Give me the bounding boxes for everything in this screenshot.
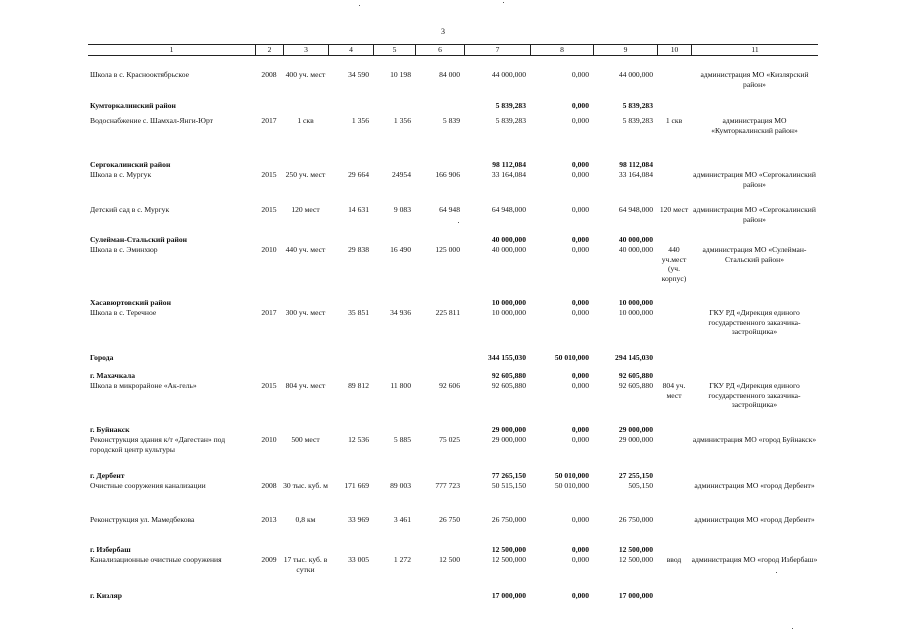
scan-speck [792,628,793,629]
object-name-cell: Кумторкалинский район [90,101,176,110]
cost-total-cell: 29 838 [348,245,369,254]
column-header-5: 5 [373,45,415,55]
financing-republic-cell: 294 145,030 [615,353,653,362]
cost-estimate-cell: 5 839 [442,116,460,125]
column-number-header [88,44,818,56]
column-header-8: 8 [530,45,593,55]
object-name-cell: Сергокалинский район [90,160,171,169]
scan-speck [503,2,504,3]
column-header-6: 6 [415,45,464,55]
customer-cell: администрация МО «Сулейман-Стальский район» [702,245,807,264]
customer-cell: администрация МО «Кумторкалинский район» [711,116,798,135]
financing-federal-cell: 50 010,000 [554,481,589,490]
financing-federal-cell: 0,000 [571,70,589,79]
object-name-cell: Сулейман-Стальский район [90,235,188,244]
financing-republic-cell: 17 000,000 [618,591,653,600]
cost-estimate-cell: 26 750 [439,515,460,524]
financing-federal-cell: 0,000 [571,160,589,169]
financing-total-cell: 29 000,000 [491,425,526,434]
commissioning-cell: ввод [666,555,682,564]
customer-cell: ГКУ РД «Дирекция единого государственного заказчика-застройщика» [708,381,801,409]
financing-federal-cell: 0,000 [571,308,589,317]
customer-cell: администрация МО «Сергокалинский район» [693,205,816,224]
cost-estimate-cell: 75 025 [439,435,460,444]
year-cell: 2009 [261,555,277,564]
financing-total-cell: 44 000,000 [491,70,526,79]
financing-federal-cell: 0,000 [571,425,589,434]
capacity-cell: 500 мест [291,435,320,444]
financing-republic-cell: 40 000,000 [618,235,653,244]
financing-federal-cell: 50 010,000 [554,353,589,362]
cost-done-cell: 89 003 [390,481,411,490]
financing-republic-cell: 33 164,084 [618,170,653,179]
financing-republic-cell: 40 000,000 [618,245,653,254]
financing-federal-cell: 0,000 [571,205,589,214]
cost-done-cell: 3 461 [393,515,411,524]
year-cell: 2010 [261,435,277,444]
cost-total-cell: 29 664 [348,170,369,179]
cost-estimate-cell: 166 906 [435,170,460,179]
commissioning-cell: 440 уч.мест (уч. корпус) [661,245,687,283]
commissioning-cell: 1 скв [665,116,683,125]
object-name-cell: Очистные сооружения канализации [90,481,206,490]
cost-total-cell: 33 969 [348,515,369,524]
financing-total-cell: 98 112,084 [492,160,526,169]
year-cell: 2013 [261,515,277,524]
capacity-cell: 440 уч. мест [285,245,326,254]
cost-estimate-cell: 225 811 [435,308,460,317]
financing-republic-cell: 26 750,000 [618,515,653,524]
capacity-cell: 0,8 км [295,515,316,524]
financing-republic-cell: 27 255,150 [618,471,653,480]
year-cell: 2010 [261,245,277,254]
column-header-4: 4 [328,45,373,55]
financing-total-cell: 40 000,000 [491,245,526,254]
financing-republic-cell: 12 500,000 [618,545,653,554]
financing-republic-cell: 44 000,000 [618,70,653,79]
cost-total-cell: 14 631 [348,205,369,214]
commissioning-cell: 120 мест [659,205,689,214]
year-cell: 2017 [261,116,277,125]
column-header-7: 7 [464,45,530,55]
capacity-cell: 804 уч. мест [285,381,326,390]
financing-total-cell: 29 000,000 [491,435,526,444]
cost-total-cell: 89 812 [348,381,369,390]
capacity-cell: 17 тыс. куб. в сутки [283,555,328,574]
financing-republic-cell: 5 839,283 [622,101,653,110]
financing-federal-cell: 0,000 [571,435,589,444]
financing-federal-cell: 0,000 [571,555,589,564]
page-number: 3 [441,27,445,36]
financing-total-cell: 5 839,283 [495,101,526,110]
cost-total-cell: 171 669 [344,481,369,490]
financing-total-cell: 10 000,000 [491,298,526,307]
column-header-2: 2 [255,45,283,55]
cost-total-cell: 1 356 [351,116,369,125]
financing-republic-cell: 92 605,880 [618,371,653,380]
customer-cell: администрация МО «город Буйнакск» [692,435,817,444]
financing-federal-cell: 0,000 [571,235,589,244]
cost-done-cell: 1 272 [393,555,411,564]
financing-federal-cell: 0,000 [571,545,589,554]
object-name-cell: Реконструкция ул. Мамедбекова [90,515,195,524]
financing-total-cell: 40 000,000 [491,235,526,244]
financing-federal-cell: 0,000 [571,101,589,110]
cost-estimate-cell: 84 000 [439,70,460,79]
scan-speck [776,572,777,573]
financing-federal-cell: 0,000 [571,170,589,179]
financing-republic-cell: 64 948,000 [618,205,653,214]
financing-total-cell: 92 605,880 [491,371,526,380]
year-cell: 2015 [261,205,277,214]
customer-cell: администрация МО «город Избербаш» [691,555,818,564]
capacity-cell: 30 тыс. куб. м [283,481,328,490]
column-header-10: 10 [657,45,691,55]
financing-total-cell: 77 265,150 [491,471,526,480]
financing-republic-cell: 29 000,000 [618,435,653,444]
year-cell: 2008 [261,70,277,79]
object-name-cell: Реконструкция здания к/т «Дагестан» под городской центр культуры [90,435,226,454]
capacity-cell: 120 мест [291,205,320,214]
object-name-cell: Школа в с. Теречное [90,308,157,317]
object-name-cell: Школа в с. Краснооктябрьское [90,70,189,79]
financing-republic-cell: 505,150 [628,481,653,490]
cost-done-cell: 24954 [392,170,411,179]
financing-republic-cell: 92 605,880 [618,381,653,390]
financing-republic-cell: 10 000,000 [618,308,653,317]
financing-total-cell: 344 155,030 [488,353,526,362]
financing-total-cell: 26 750,000 [491,515,526,524]
financing-federal-cell: 0,000 [571,245,589,254]
customer-cell: администрация МО «город Дербент» [694,481,815,490]
object-name-cell: Водоснабжение с. Шамхал-Янги-Юрт [90,116,213,125]
financing-total-cell: 64 948,000 [491,205,526,214]
object-name-cell: Школа в с. Мургук [90,170,152,179]
object-name-cell: г. Буйнакск [90,425,130,434]
financing-total-cell: 12 500,000 [491,555,526,564]
financing-total-cell: 50 515,150 [491,481,526,490]
cost-done-cell: 1 356 [393,116,411,125]
financing-republic-cell: 29 000,000 [618,425,653,434]
capacity-cell: 400 уч. мест [285,70,326,79]
customer-cell: администрация МО «Сергокалинский район» [693,170,816,189]
financing-total-cell: 10 000,000 [491,308,526,317]
year-cell: 2008 [261,481,277,490]
cost-done-cell: 34 936 [390,308,411,317]
column-header-11: 11 [691,45,818,55]
customer-cell: администрация МО «Кизлярский район» [700,70,809,89]
object-name-cell: Детский сад в с. Мургук [90,205,170,214]
customer-cell: администрация МО «город Дербент» [694,515,815,524]
column-header-1: 1 [169,45,174,54]
financing-federal-cell: 50 010,000 [554,471,589,480]
object-name-cell: г. Избербаш [90,545,131,554]
customer-cell: ГКУ РД «Дирекция единого государственного заказчика-застройщика» [708,308,801,336]
cost-total-cell: 34 590 [348,70,369,79]
cost-estimate-cell: 125 000 [435,245,460,254]
financing-total-cell: 92 605,880 [491,381,526,390]
year-cell: 2015 [261,170,277,179]
object-name-cell: Школа в микрорайоне «Ак-гель» [90,381,197,390]
financing-republic-cell: 98 112,084 [619,160,653,169]
commissioning-cell: 804 уч. мест [662,381,686,400]
capacity-cell: 1 скв [297,116,314,125]
financing-total-cell: 17 000,000 [491,591,526,600]
financing-federal-cell: 0,000 [571,116,589,125]
financing-federal-cell: 0,000 [571,515,589,524]
object-name-cell: Канализационные очистные сооружения [90,555,222,564]
cost-total-cell: 12 536 [348,435,369,444]
object-name-cell: Школа в с. Эминхюр [90,245,158,254]
capacity-cell: 250 уч. мест [285,170,326,179]
investment-table [88,44,818,616]
financing-republic-cell: 12 500,000 [618,555,653,564]
cost-total-cell: 33 005 [348,555,369,564]
financing-republic-cell: 5 839,283 [622,116,653,125]
cost-total-cell: 35 851 [348,308,369,317]
cost-done-cell: 16 490 [390,245,411,254]
cost-done-cell: 9 083 [393,205,411,214]
financing-federal-cell: 0,000 [571,591,589,600]
financing-federal-cell: 0,000 [571,381,589,390]
scan-speck [359,5,360,6]
year-cell: 2017 [261,308,277,317]
object-name-cell: г. Кизляр [90,591,122,600]
cost-done-cell: 11 800 [390,381,411,390]
column-header-3: 3 [283,45,328,55]
financing-federal-cell: 0,000 [571,371,589,380]
cost-estimate-cell: 64 948 [439,205,460,214]
year-cell: 2015 [261,381,277,390]
object-name-cell: г. Дербент [90,471,125,480]
table-body [88,56,818,616]
financing-total-cell: 33 164,084 [491,170,526,179]
financing-federal-cell: 0,000 [571,298,589,307]
capacity-cell: 300 уч. мест [285,308,326,317]
scan-speck [458,222,459,223]
cost-estimate-cell: 92 606 [439,381,460,390]
column-header-9: 9 [593,45,657,55]
cost-done-cell: 10 198 [390,70,411,79]
cost-done-cell: 5 885 [393,435,411,444]
financing-republic-cell: 10 000,000 [618,298,653,307]
financing-total-cell: 5 839,283 [495,116,526,125]
cost-estimate-cell: 12 500 [439,555,460,564]
object-name-cell: Хасавюртовский район [90,298,171,307]
object-name-cell: г. Махачкала [90,371,136,380]
financing-total-cell: 12 500,000 [491,545,526,554]
cost-estimate-cell: 777 723 [435,481,460,490]
object-name-cell: Города [90,353,114,362]
